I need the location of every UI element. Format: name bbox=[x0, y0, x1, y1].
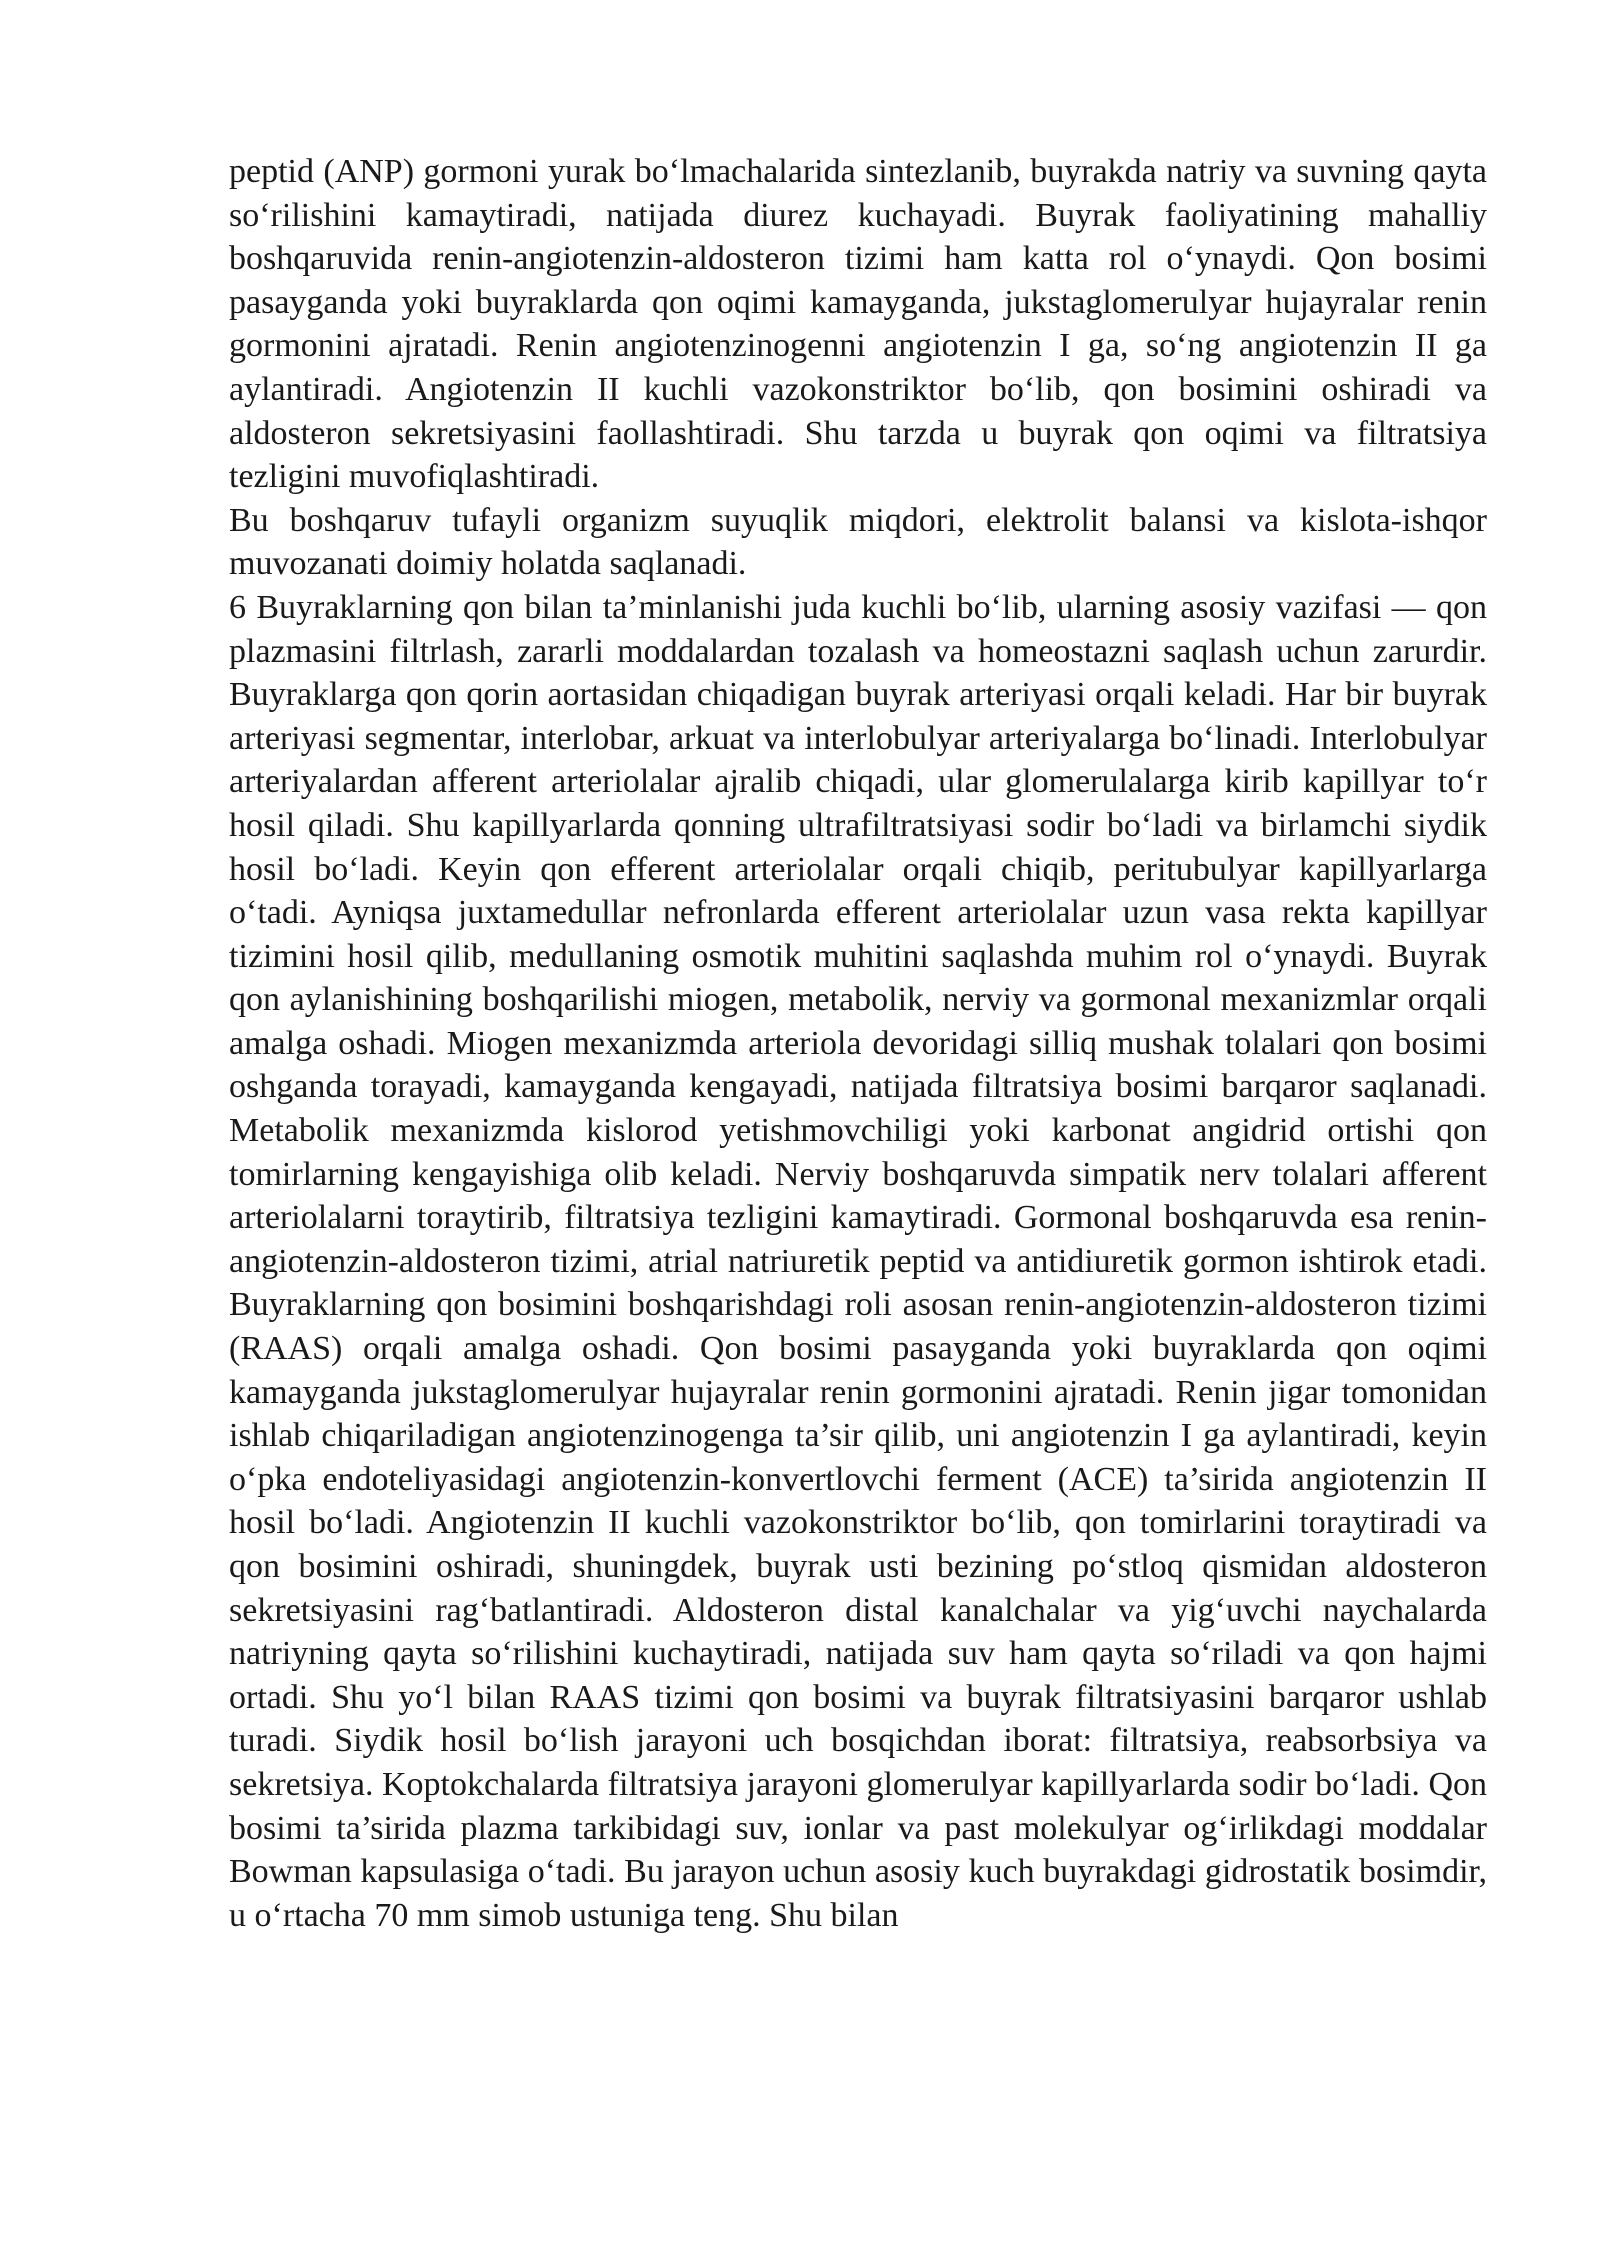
paragraph-1: peptid (ANP) gormoni yurak bo‘lmachalarida sintezlanib, buyrakda natriy va suvning qayta so‘rilishini kamaytiradi, natijada diurez kuchayadi. Buyrak faoliyatining mahalliy boshqaruvida renin-angiotenzin-aldosteron tizimi ham katta rol o‘ynaydi. Qon bosimi pasayganda yoki buyraklarda qon oqimi kamayganda, jukstaglomerulyar hujayralar renin gormonini ajratadi. Renin angiotenzinogenni angiotenzin I ga, so‘ng angiotenzin II ga aylantiradi. Angiotenzin II kuchli vazokonstriktor bo‘lib, qon bosimini oshiradi va aldosteron sekretsiyasini faollashtiradi. Shu tarzda u buyrak qon oqimi va filtratsiya tezligini muvofiqlashtiradi. bbox=[229, 153, 1487, 496]
paragraph-2: Bu boshqaruv tufayli organizm suyuqlik miqdori, elektrolit balansi va kislota-ishqor muvozanati doimiy holatda saqlanadi. bbox=[229, 501, 1487, 583]
paragraph-3: 6 Buyraklarning qon bilan ta’minlanishi juda kuchli bo‘lib, ularning asosiy vazifasi — qon plazmasini filtrlash, zararli moddalardan tozalash va homeostazni saqlash uchun zarurdir. Buyraklarga qon qorin aortasidan chiqadigan buyrak arteriyasi orqali keladi. Har bir buyrak arteriyasi segmentar, interlobar, arkuat va interlobulyar arteriyalarga bo‘linadi. Interlobulyar arteriyalardan afferent arteriolalar ajralib chiqadi, ular glomerulalarga kirib kapillyar to‘r hosil qiladi. Shu kapillyarlarda qonning ultrafiltratsiyasi sodir bo‘ladi va birlamchi siydik hosil bo‘ladi. Keyin qon efferent arteriolalar orqali chiqib, peritubulyar kapillyarlarga o‘tadi. Ayniqsa juxtamedullar nefronlarda efferent arteriolalar uzun vasa rekta kapillyar tizimini hosil qilib, medullaning osmotik muhitini saqlashda muhim rol o‘ynaydi. Buyrak qon aylanishining boshqarilishi miogen, metabolik, nerviy va gormonal mexanizmlar orqali amalga oshadi. Miogen mexanizmda arteriola devoridagi silliq mushak tolalari qon bosimi oshganda torayadi, kamayganda kengayadi, natijada filtratsiya bosimi barqaror saqlanadi. Metabolik mexanizmda kislorod yetishmovchiligi yoki karbonat angidrid ortishi qon tomirlarning kengayishiga olib keladi. Nerviy boshqaruvda simpatik nerv tolalari afferent arteriolalarni toraytirib, filtratsiya tezligini kamaytiradi. Gormonal boshqaruvda esa renin-angiotenzin-aldosteron tizimi, atrial natriuretik peptid va antidiuretik gormon ishtirok etadi. Buyraklarning qon bosimini boshqarishdagi roli asosan renin-angiotenzin-aldosteron tizimi (RAAS) orqali amalga oshadi. Qon bosimi pasayganda yoki buyraklarda qon oqimi kamayganda jukstaglomerulyar hujayralar renin gormonini ajratadi. Renin jigar tomonidan ishlab chiqariladigan angiotenzinogenga ta’sir qilib, uni angiotenzin I ga aylantiradi, keyin o‘pka endoteliyasidagi angiotenzin-konvertlovchi ferment (ACE) ta’sirida angiotenzin II hosil bo‘ladi. Angiotenzin II kuchli vazokonstriktor bo‘lib, qon tomirlarini toraytiradi va qon bosimini oshiradi, shuningdek, buyrak usti bezining po‘stloq qismidan aldosteron sekretsiyasini rag‘batlantiradi. Aldosteron distal kanalchalar va yig‘uvchi naychalarda natriyning qayta so‘rilishini kuchaytiradi, natijada suv ham qayta so‘riladi va qon hajmi ortadi. Shu yo‘l bilan RAAS tizimi qon bosimi va buyrak filtratsiyasini barqaror ushlab turadi. Siydik hosil bo‘lish jarayoni uch bosqichdan iborat: filtratsiya, reabsorbsiya va sekretsiya. Koptokchalarda filtratsiya jarayoni glomerulyar kapillyarlarda sodir bo‘ladi. Qon bosimi ta’sirida plazma tarkibidagi suv, ionlar va past molekulyar og‘irlikdagi moddalar Bowman kapsulasiga o‘tadi. Bu jarayon uchun asosiy kuch buyrakdagi gidrostatik bosimdir, u o‘rtacha 70 mm simob ustuniga teng. Shu bilan bbox=[229, 588, 1487, 1934]
document-page bbox=[229, 150, 1487, 1937]
